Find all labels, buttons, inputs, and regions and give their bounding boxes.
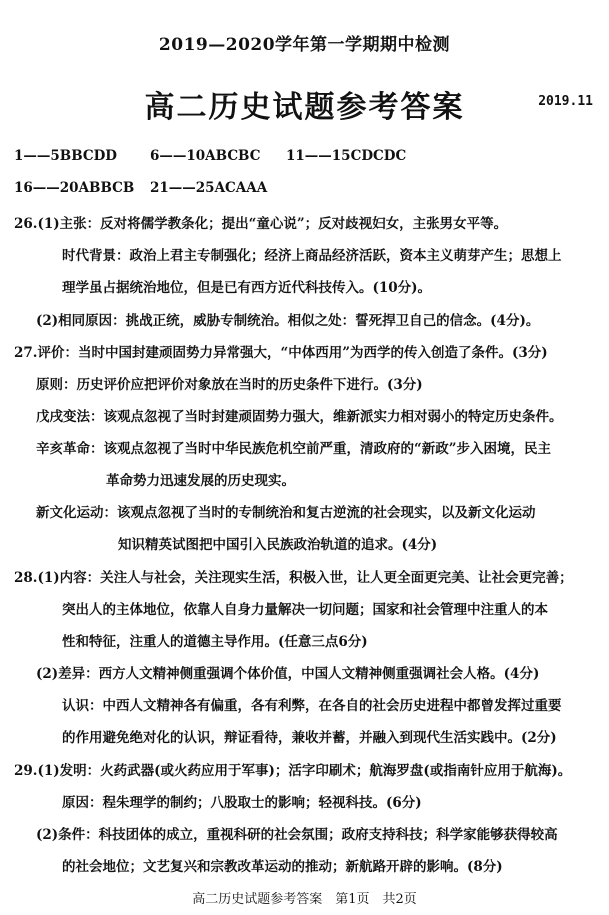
answer-line: 原则：历史评价应把评价对象放在当时的历史条件下进行。(3分) <box>36 377 423 393</box>
exam-subtitle: 2019—2020学年第一学期期中检测 <box>158 35 451 55</box>
answer-line: 29.(1)发明：火药武器(或火药应用于军事)；活字印刷术；航海罗盘(或指南针应用于航海)。 <box>14 763 572 779</box>
answer-line: 辛亥革命：该观点忽视了当时中华民族危机空前严重，清政府的“新政”步入困境，民主 <box>36 441 552 457</box>
mcq-answer: 21——25ACAAA <box>150 180 268 196</box>
mcq-row-2 <box>14 180 267 196</box>
date-label: 2019.11 <box>538 94 593 109</box>
answer-line: 时代背景：政治上君主专制强化；经济上商品经济活跃，资本主义萌芽产生；思想上 <box>62 248 562 264</box>
mcq-row-1 <box>14 148 406 164</box>
mcq-answer: 16——20ABBCB <box>14 180 135 196</box>
answer-line: (2)差异：西方人文精神侧重强调个体价值，中国人文精神侧重强调社会人格。(4分) <box>36 666 540 682</box>
mcq-answer: 6——10ABCBC <box>150 148 261 164</box>
answer-line: (2)条件：科技团体的成立，重视科研的社会氛围；政府支持科技；科学家能够获得较高 <box>36 827 558 843</box>
answer-line: 的社会地位；文艺复兴和宗教改革运动的推动；新航路开辟的影响。(8分) <box>62 859 503 875</box>
answer-line: (2)相同原因：挑战正统，威胁专制统治。相似之处：誓死捍卫自己的信念。(4分)。 <box>36 313 540 329</box>
answer-line: 的作用避免绝对化的认识，辩证看待，兼收并蓄，并融入到现代生活实践中。(2分) <box>62 730 557 746</box>
answer-line: 26.(1)主张：反对将儒学教条化；提出“童心说”；反对歧视妇女，主张男女平等。 <box>14 216 508 232</box>
page-footer: 高二历史试题参考答案 第1页 共2页 <box>192 892 417 907</box>
mcq-answer: 1——5BBCDD <box>14 148 118 164</box>
answer-line: 戊戌变法：该观点忽视了当时封建顽固势力强大，维新派实力相对弱小的特定历史条件。 <box>36 409 563 425</box>
page-title: 高二历史试题参考答案 <box>144 90 465 125</box>
answer-line: 原因：程朱理学的制约；八股取士的影响；轻视科技。(6分) <box>62 795 422 811</box>
answer-line: 新文化运动：该观点忽视了当时的专制统治和复古逆流的社会现实，以及新文化运动 <box>36 505 536 521</box>
answer-line: 突出人的主体地位，依靠人自身力量解决一切问题；国家和社会管理中注重人的本 <box>62 602 548 618</box>
answer-line: 知识精英试图把中国引入民族政治轨道的追求。(4分) <box>118 537 438 553</box>
answer-line: 革命势力迅速发展的历史现实。 <box>106 473 295 489</box>
mcq-answer: 11——15CDCDC <box>286 148 407 164</box>
answer-line: 27.评价：当时中国封建顽固势力异常强大，“中体西用”为西学的传入创造了条件。(3分) <box>14 345 548 361</box>
answer-line: 理学虽占据统治地位，但是已有西方近代科技传入。(10分)。 <box>62 280 432 296</box>
answer-line: 性和特征，注重人的道德主导作用。(任意三点6分) <box>62 634 368 650</box>
answer-line: 28.(1)内容：关注人与社会，关注现实生活，积极入世，让人更全面更完美、让社会更完善； <box>14 570 573 586</box>
answer-line: 认识：中西人文精神各有偏重，各有利弊，在各自的社会历史进程中都曾发挥过重要 <box>62 698 562 714</box>
